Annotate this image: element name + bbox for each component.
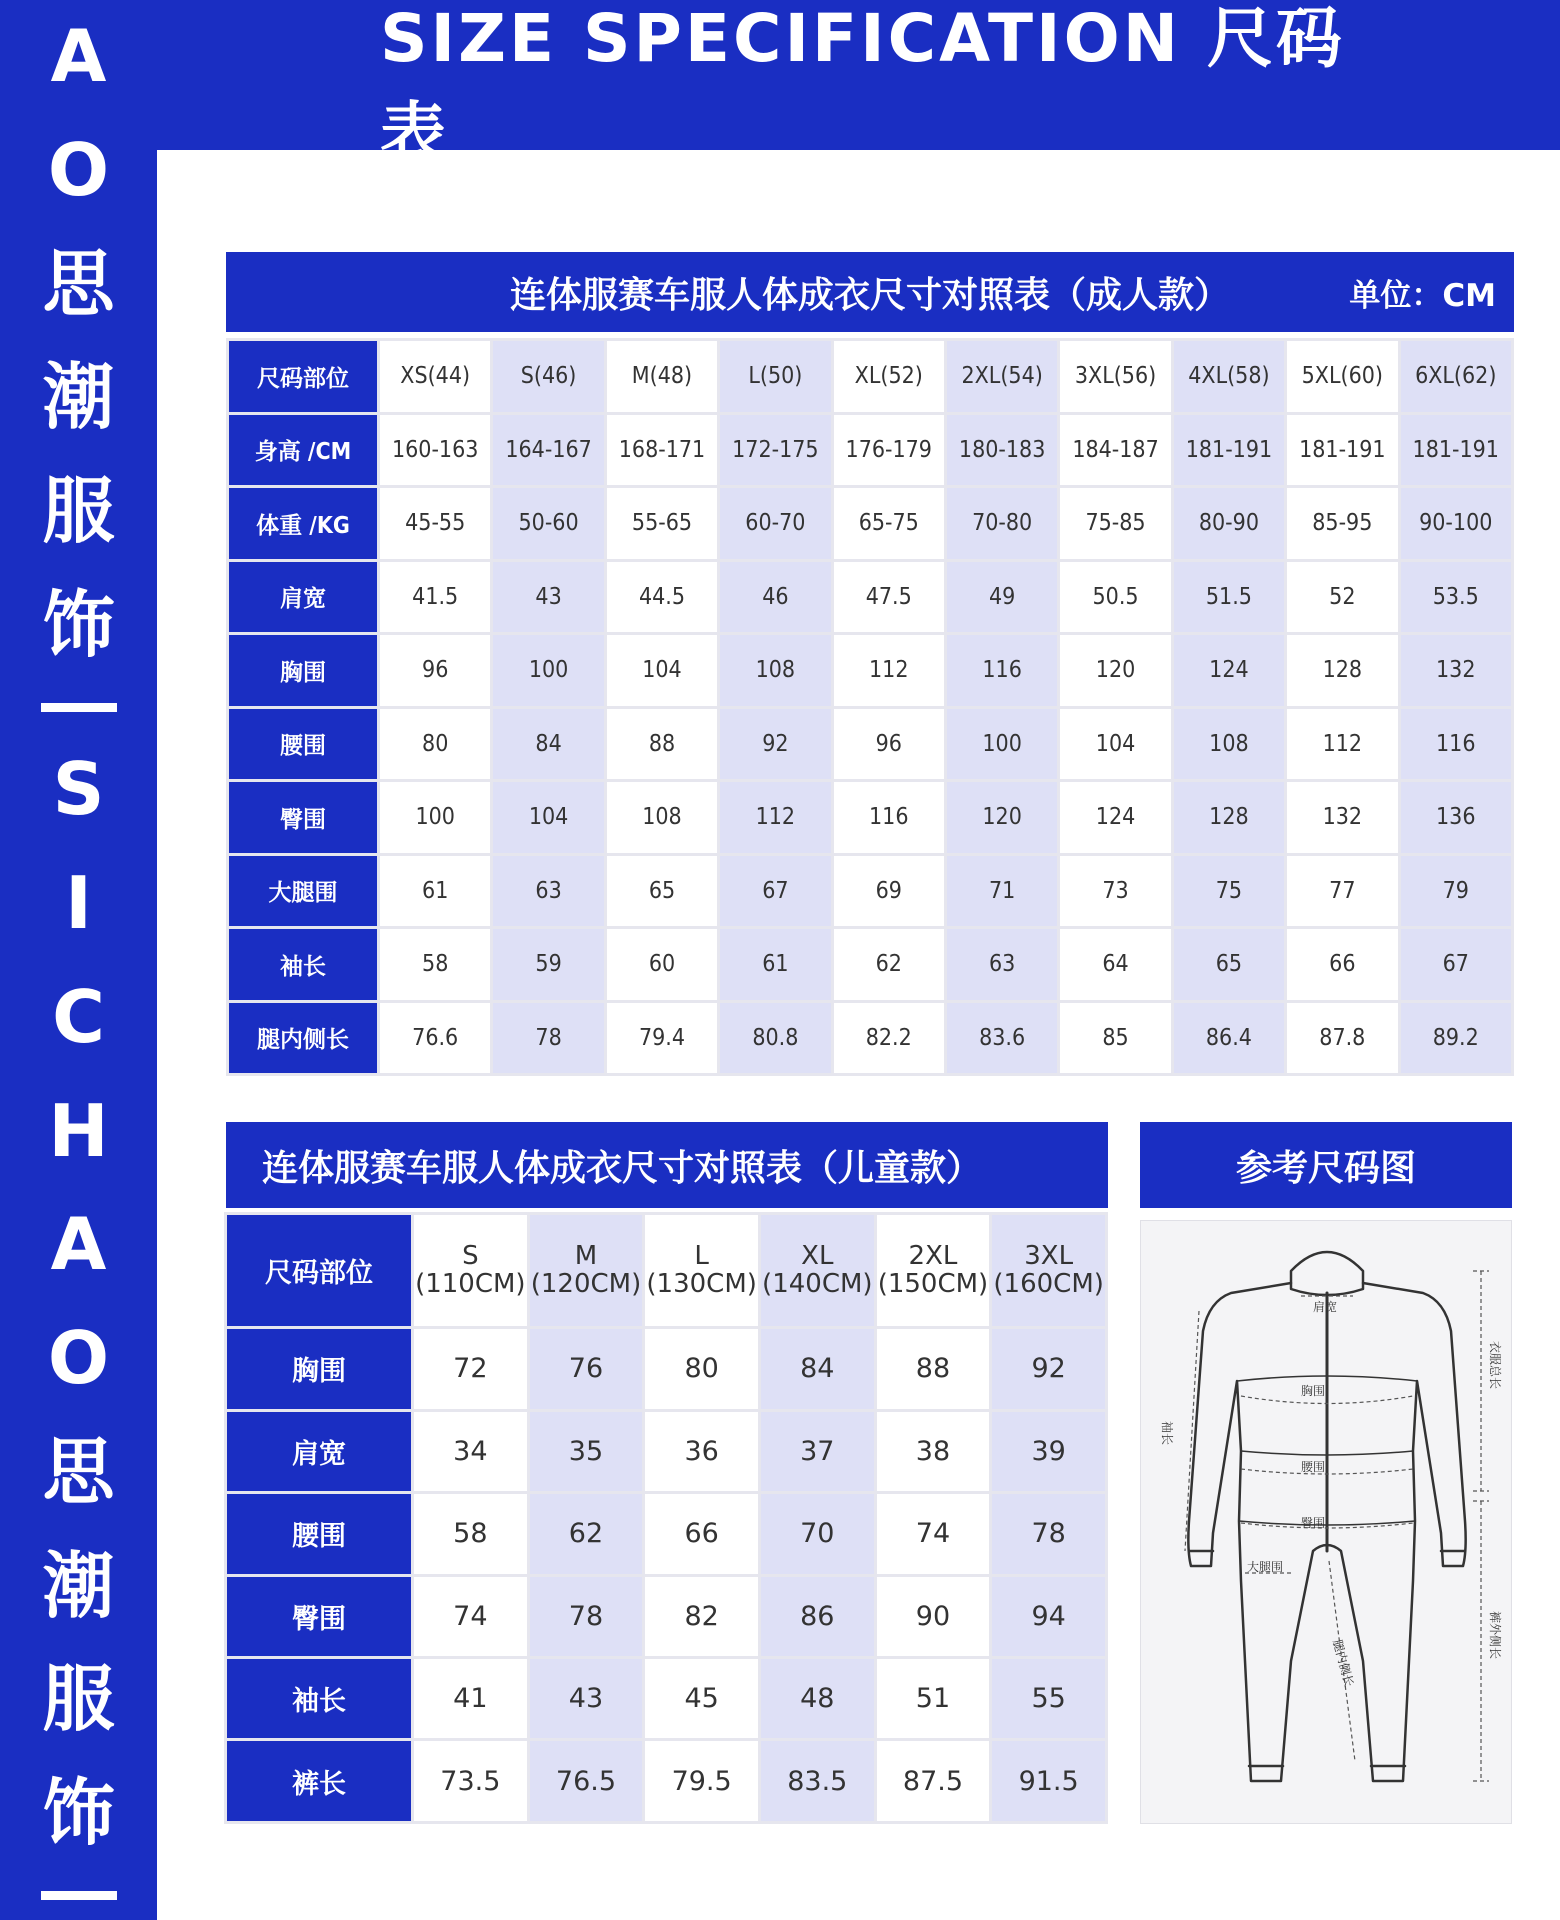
- adult-cell: 46: [720, 562, 830, 633]
- adult-cell: 63: [947, 929, 1057, 1000]
- adult-cell: 83.6: [947, 1003, 1057, 1074]
- child-cell: 91.5: [992, 1741, 1105, 1821]
- adult-cell: 47.5: [834, 562, 944, 633]
- adult-table-row: [229, 782, 1511, 853]
- child-cell: 76.5: [530, 1741, 643, 1821]
- child-size-code: L: [694, 1241, 709, 1272]
- child-row-label: 臀围: [227, 1577, 411, 1656]
- adult-cell: 63: [493, 856, 603, 927]
- label-inseam: 腿内侧长: [1330, 1638, 1357, 1689]
- label-shoulder: 肩宽: [1313, 1300, 1338, 1314]
- adult-cell: 90-100: [1401, 488, 1511, 559]
- adult-cell: 50-60: [493, 488, 603, 559]
- child-size-header: [414, 1215, 527, 1326]
- child-cell: 55: [992, 1659, 1105, 1738]
- adult-size-table: [226, 338, 1514, 1076]
- adult-size-header: 6XL(62): [1401, 341, 1511, 412]
- racing-suit-outline-diagram: [1141, 1221, 1513, 1825]
- vertical-brand-text: [0, 0, 157, 1920]
- adult-cell: 104: [607, 635, 717, 706]
- label-top-length: 衣服总长: [1488, 1341, 1502, 1390]
- child-size-code: 3XL: [1024, 1241, 1074, 1272]
- adult-cell: 181-191: [1174, 415, 1284, 486]
- adult-cell: 120: [1060, 635, 1170, 706]
- reference-chart-title: 参考尺码图: [1140, 1122, 1512, 1208]
- adult-cell: 44.5: [607, 562, 717, 633]
- adult-cell: 67: [720, 856, 830, 927]
- adult-cell: 55-65: [607, 488, 717, 559]
- adult-cell: 62: [834, 929, 944, 1000]
- adult-cell: 50.5: [1060, 562, 1170, 633]
- adult-cell: 58: [380, 929, 490, 1000]
- child-cell: 51: [877, 1659, 990, 1738]
- adult-table-row: [229, 929, 1511, 1000]
- child-table-row: [227, 1412, 1105, 1491]
- adult-cell: 69: [834, 856, 944, 927]
- adult-cell: 136: [1401, 782, 1511, 853]
- child-size-height: (110CM): [415, 1268, 526, 1299]
- adult-cell: 53.5: [1401, 562, 1511, 633]
- child-row-label: 腰围: [227, 1494, 411, 1573]
- adult-cell: 168-171: [607, 415, 717, 486]
- adult-size-header: 5XL(60): [1287, 341, 1397, 412]
- child-table-row: [227, 1659, 1105, 1738]
- adult-cell: 73: [1060, 856, 1170, 927]
- child-cell: 45: [645, 1659, 758, 1738]
- brand-char: 饰: [42, 1771, 115, 1855]
- child-size-code: 2XL: [908, 1241, 958, 1272]
- adult-cell: 60-70: [720, 488, 830, 559]
- child-cell: 88: [877, 1329, 990, 1408]
- child-row-label: 肩宽: [227, 1412, 411, 1491]
- child-cell: 79.5: [645, 1741, 758, 1821]
- adult-row-label: 体重 /KG: [229, 488, 377, 559]
- adult-cell: 112: [1287, 709, 1397, 780]
- adult-cell: 65: [1174, 929, 1284, 1000]
- adult-cell: 49: [947, 562, 1057, 633]
- adult-cell: 76.6: [380, 1003, 490, 1074]
- child-size-header: [645, 1215, 758, 1326]
- reference-diagram: [1140, 1220, 1512, 1824]
- child-cell: 73.5: [414, 1741, 527, 1821]
- adult-row-label: 肩宽: [229, 562, 377, 633]
- adult-cell: 108: [720, 635, 830, 706]
- child-cell: 83.5: [761, 1741, 874, 1821]
- adult-cell: 96: [834, 709, 944, 780]
- adult-cell: 128: [1287, 635, 1397, 706]
- adult-cell: 116: [834, 782, 944, 853]
- adult-table-header: [226, 252, 1514, 332]
- adult-size-header: L(50): [720, 341, 830, 412]
- adult-row-label: 腰围: [229, 709, 377, 780]
- child-cell: 36: [645, 1412, 758, 1491]
- adult-header-row: [229, 341, 1511, 412]
- child-cell: 35: [530, 1412, 643, 1491]
- child-cell: 39: [992, 1412, 1105, 1491]
- child-size-table: [224, 1212, 1108, 1824]
- adult-row-label: 袖长: [229, 929, 377, 1000]
- adult-cell: 80-90: [1174, 488, 1284, 559]
- brand-char: 服: [42, 469, 115, 553]
- child-cell: 87.5: [877, 1741, 990, 1821]
- brand-char: 服: [42, 1657, 115, 1742]
- adult-size-header: XS(44): [380, 341, 490, 412]
- child-cell: 62: [530, 1494, 643, 1573]
- adult-cell: 65-75: [834, 488, 944, 559]
- brand-char: C: [52, 974, 105, 1059]
- adult-cell: 108: [607, 782, 717, 853]
- child-cell: 76: [530, 1329, 643, 1408]
- adult-cell: 92: [720, 709, 830, 780]
- child-row-label: 袖长: [227, 1659, 411, 1738]
- adult-cell: 124: [1174, 635, 1284, 706]
- adult-cell: 71: [947, 856, 1057, 927]
- child-header-row: [227, 1215, 1105, 1326]
- adult-cell: 79.4: [607, 1003, 717, 1074]
- adult-cell: 61: [380, 856, 490, 927]
- child-cell: 58: [414, 1494, 527, 1573]
- adult-cell: 65: [607, 856, 717, 927]
- adult-cell: 84: [493, 709, 603, 780]
- adult-cell: 60: [607, 929, 717, 1000]
- adult-cell: 75-85: [1060, 488, 1170, 559]
- adult-cell: 70-80: [947, 488, 1057, 559]
- brand-char: 思: [42, 241, 115, 326]
- adult-cell: 100: [380, 782, 490, 853]
- child-table-row: [227, 1329, 1105, 1408]
- adult-cell: 59: [493, 929, 603, 1000]
- child-size-header: [877, 1215, 990, 1326]
- adult-cell: 100: [947, 709, 1057, 780]
- adult-row-label: 臀围: [229, 782, 377, 853]
- adult-cell: 64: [1060, 929, 1170, 1000]
- brand-char: O: [47, 1316, 110, 1400]
- adult-cell: 80.8: [720, 1003, 830, 1074]
- brand-char: O: [47, 127, 110, 212]
- child-cell: 74: [414, 1577, 527, 1656]
- adult-cell: 88: [607, 709, 717, 780]
- brand-char: A: [50, 1202, 107, 1287]
- child-cell: 92: [992, 1329, 1105, 1408]
- child-cell: 86: [761, 1577, 874, 1656]
- page-title: [380, 40, 1360, 120]
- adult-cell: 85-95: [1287, 488, 1397, 559]
- adult-cell: 86.4: [1174, 1003, 1284, 1074]
- child-cell: 70: [761, 1494, 874, 1573]
- child-row-label: 胸围: [227, 1329, 411, 1408]
- adult-size-header: S(46): [493, 341, 603, 412]
- adult-table-row: [229, 709, 1511, 780]
- adult-table-row: [229, 415, 1511, 486]
- adult-cell: 176-179: [834, 415, 944, 486]
- adult-cell: 75: [1174, 856, 1284, 927]
- adult-cell: 41.5: [380, 562, 490, 633]
- child-size-header: [761, 1215, 874, 1326]
- adult-table-row: [229, 856, 1511, 927]
- child-cell: 74: [877, 1494, 990, 1573]
- child-cell: 37: [761, 1412, 874, 1491]
- child-cell: 48: [761, 1659, 874, 1738]
- adult-cell: 45-55: [380, 488, 490, 559]
- adult-table-row: [229, 635, 1511, 706]
- adult-cell: 116: [1401, 709, 1511, 780]
- adult-cell: 181-191: [1287, 415, 1397, 486]
- adult-cell: 43: [493, 562, 603, 633]
- child-cell: 90: [877, 1577, 990, 1656]
- brand-char: 潮: [42, 1543, 115, 1628]
- adult-size-header: 4XL(58): [1174, 341, 1284, 412]
- label-thigh: 大腿围: [1247, 1560, 1284, 1574]
- brand-divider: [41, 703, 117, 712]
- child-cell: 82: [645, 1577, 758, 1656]
- adult-cell: 89.2: [1401, 1003, 1511, 1074]
- child-size-height: (140CM): [762, 1268, 873, 1299]
- adult-table-title: 连体服赛车服人体成衣尺寸对照表（成人款）: [509, 274, 1230, 316]
- label-chest: 胸围: [1301, 1384, 1326, 1398]
- label-waist: 腰围: [1301, 1460, 1326, 1474]
- child-size-header: [530, 1215, 643, 1326]
- adult-cell: 181-191: [1401, 415, 1511, 486]
- adult-cell: 104: [493, 782, 603, 853]
- child-header-label: 尺码部位: [227, 1215, 411, 1326]
- adult-cell: 52: [1287, 562, 1397, 633]
- child-table-row: [227, 1741, 1105, 1821]
- adult-cell: 116: [947, 635, 1057, 706]
- adult-row-label: 胸围: [229, 635, 377, 706]
- child-size-height: (130CM): [646, 1268, 757, 1299]
- child-cell: 43: [530, 1659, 643, 1738]
- adult-cell: 160-163: [380, 415, 490, 486]
- adult-size-header: 2XL(54): [947, 341, 1057, 412]
- brand-divider: [41, 1891, 117, 1900]
- child-cell: 78: [992, 1494, 1105, 1573]
- label-sleeve: 袖长: [1160, 1421, 1174, 1446]
- child-size-height: (150CM): [877, 1268, 989, 1299]
- child-row-label: 裤长: [227, 1741, 411, 1821]
- adult-cell: 79: [1401, 856, 1511, 927]
- adult-cell: 61: [720, 929, 830, 1000]
- adult-size-header: M(48): [607, 341, 717, 412]
- adult-size-header: XL(52): [834, 341, 944, 412]
- brand-char: 潮: [42, 355, 115, 440]
- adult-cell: 172-175: [720, 415, 830, 486]
- child-cell: 38: [877, 1412, 990, 1491]
- adult-cell: 128: [1174, 782, 1284, 853]
- adult-cell: 180-183: [947, 415, 1057, 486]
- child-cell: 34: [414, 1412, 527, 1491]
- child-size-header: [992, 1215, 1105, 1326]
- child-table-row: [227, 1577, 1105, 1656]
- child-size-height: (160CM): [993, 1268, 1104, 1299]
- adult-header-label: 尺码部位: [229, 341, 377, 412]
- adult-cell: 120: [947, 782, 1057, 853]
- child-size-code: M: [574, 1241, 598, 1272]
- child-cell: 94: [992, 1577, 1105, 1656]
- collar-shape: [1291, 1252, 1363, 1295]
- child-cell: 41: [414, 1659, 527, 1738]
- brand-char: H: [48, 1088, 109, 1173]
- adult-cell: 96: [380, 635, 490, 706]
- adult-cell: 112: [834, 635, 944, 706]
- brand-char: 思: [42, 1429, 115, 1514]
- adult-row-label: 大腿围: [229, 856, 377, 927]
- adult-cell: 80: [380, 709, 490, 780]
- child-cell: 78: [530, 1577, 643, 1656]
- adult-cell: 100: [493, 635, 603, 706]
- adult-table-row: [229, 1003, 1511, 1074]
- child-table-title: 连体服赛车服人体成衣尺寸对照表（儿童款）: [226, 1122, 1108, 1208]
- adult-cell: 124: [1060, 782, 1170, 853]
- adult-cell: 85: [1060, 1003, 1170, 1074]
- adult-table-unit: 单位：CM: [1349, 277, 1496, 314]
- label-hip: 臀围: [1301, 1516, 1326, 1530]
- adult-size-header: 3XL(56): [1060, 341, 1170, 412]
- adult-row-label: 身高 /CM: [229, 415, 377, 486]
- child-cell: 80: [645, 1329, 758, 1408]
- child-cell: 72: [414, 1329, 527, 1408]
- adult-cell: 104: [1060, 709, 1170, 780]
- brand-char: 饰: [42, 582, 115, 667]
- adult-cell: 51.5: [1174, 562, 1284, 633]
- adult-cell: 184-187: [1060, 415, 1170, 486]
- child-table-row: [227, 1494, 1105, 1573]
- brand-char: A: [50, 14, 107, 98]
- adult-cell: 108: [1174, 709, 1284, 780]
- adult-cell: 87.8: [1287, 1003, 1397, 1074]
- child-cell: 84: [761, 1329, 874, 1408]
- child-size-height: (120CM): [530, 1268, 642, 1299]
- adult-cell: 66: [1287, 929, 1397, 1000]
- adult-cell: 77: [1287, 856, 1397, 927]
- brand-char: S: [52, 747, 105, 832]
- adult-cell: 132: [1401, 635, 1511, 706]
- adult-cell: 164-167: [493, 415, 603, 486]
- adult-cell: 78: [493, 1003, 603, 1074]
- brand-char: I: [65, 861, 92, 945]
- adult-cell: 67: [1401, 929, 1511, 1000]
- adult-row-label: 腿内侧长: [229, 1003, 377, 1074]
- adult-table-row: [229, 562, 1511, 633]
- adult-cell: 132: [1287, 782, 1397, 853]
- adult-cell: 112: [720, 782, 830, 853]
- label-pants-length: 裤外侧长: [1488, 1611, 1502, 1660]
- child-size-code: XL: [801, 1241, 834, 1272]
- child-size-code: S: [462, 1241, 479, 1272]
- adult-cell: 82.2: [834, 1003, 944, 1074]
- adult-table-row: [229, 488, 1511, 559]
- child-cell: 66: [645, 1494, 758, 1573]
